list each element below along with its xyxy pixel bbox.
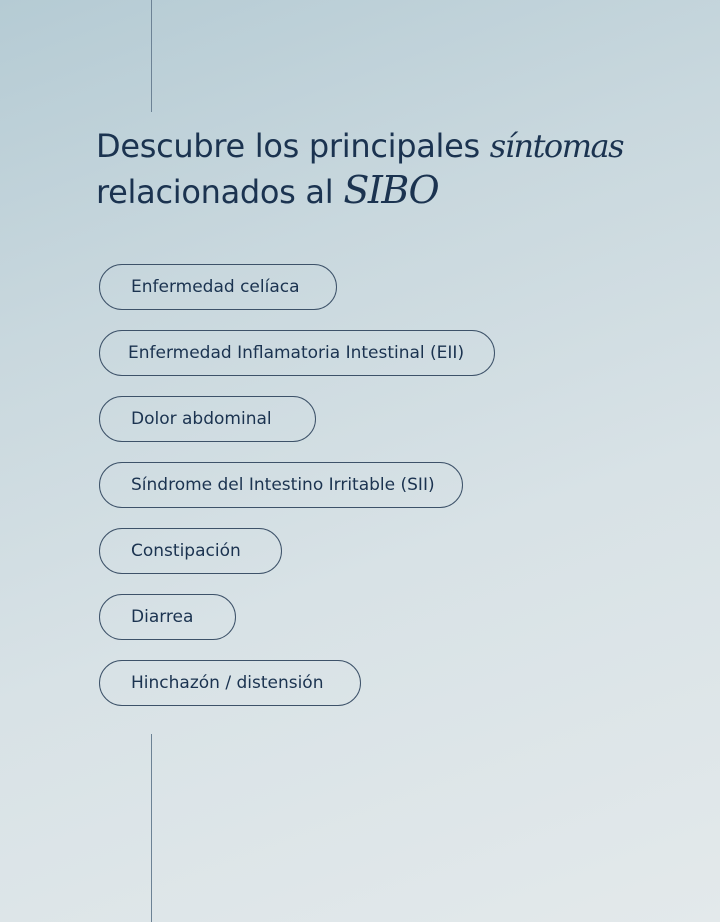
- title-text-1: Descubre los principales: [96, 127, 490, 165]
- decorative-line-bottom: [151, 734, 152, 922]
- symptom-pill-hinchazon: Hinchazón / distensión: [99, 660, 361, 706]
- title-text-2: relacionados al: [96, 173, 334, 211]
- title-accent-sintomas: síntomas: [489, 127, 624, 165]
- page-title: [96, 124, 623, 214]
- symptom-pill-dolor-abdominal: Dolor abdominal: [99, 396, 316, 442]
- symptom-pill-eii: Enfermedad Inflamatoria Intestinal (EII): [99, 330, 495, 376]
- decorative-line-top: [151, 0, 152, 112]
- title-line-2: [96, 168, 623, 214]
- symptom-pill-sii: Síndrome del Intestino Irritable (SII): [99, 462, 463, 508]
- title-line-1: [96, 124, 623, 168]
- symptom-pill-enfermedad-celiaca: Enfermedad celíaca: [99, 264, 337, 310]
- symptom-pill-constipacion: Constipación: [99, 528, 282, 574]
- symptom-pill-diarrea: Diarrea: [99, 594, 236, 640]
- symptom-list: [99, 264, 495, 726]
- title-accent-sibo: SIBO: [343, 168, 439, 212]
